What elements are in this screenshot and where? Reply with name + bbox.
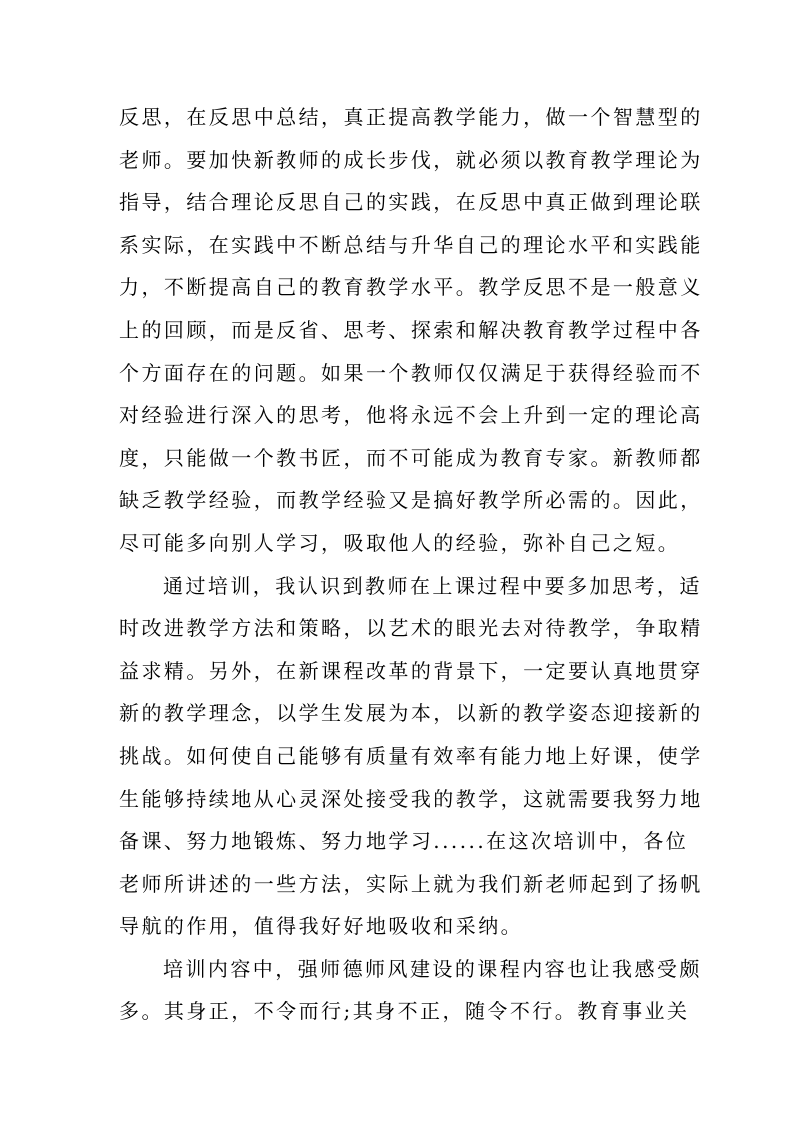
- text-line: 多。其身正，不令而行;其身不正，随令不行。教育事业关: [119, 999, 690, 1024]
- text-line: 个方面存在的问题。如果一个教师仅仅满足于获得经验而不: [119, 360, 703, 385]
- text-line: 尽可能多向别人学习，吸取他人的经验，弥补自己之短。: [119, 530, 681, 555]
- text-line: 时改进教学方法和策略，以艺术的眼光去对待教学，争取精: [119, 616, 703, 641]
- paragraph-start-line: 培训内容中，强师德师风建设的课程内容也让我感受颇: [163, 956, 702, 981]
- text-line: 上的回顾，而是反省、思考、探索和解决教育教学过程中各: [119, 317, 703, 342]
- text-line: 反思，在反思中总结，真正提高教学能力，做一个智慧型的: [119, 105, 703, 129]
- text-line: 缺乏教学经验，而教学经验又是搞好教学所必需的。因此，: [119, 488, 703, 513]
- body-text: [119, 96, 703, 1033]
- text-line: 对经验进行深入的思考，他将永远不会上升到一定的理论高: [119, 403, 703, 428]
- text-line: 备课、努力地锻炼、努力地学习......在这次培训中，各位: [119, 829, 689, 854]
- text-line: 系实际，在实践中不断总结与升华自己的理论水平和实践能: [119, 232, 703, 257]
- text-line: 老师所讲述的一些方法，实际上就为我们新老师起到了扬帆: [119, 871, 703, 896]
- text-line: 力，不断提高自己的教育教学水平。教学反思不是一般意义: [119, 275, 703, 300]
- text-line: 导航的作用，值得我好好地吸收和采纳。: [119, 914, 524, 939]
- text-line: 新的教学理念，以学生发展为本，以新的教学姿态迎接新的: [119, 701, 703, 726]
- text-line: 益求精。另外，在新课程改革的背景下，一定要认真地贯穿: [119, 658, 703, 683]
- text-line: 度，只能做一个教书匠，而不可能成为教育专家。新教师都: [119, 445, 703, 470]
- text-line: 生能够持续地从心灵深处接受我的教学，这就需要我努力地: [119, 786, 703, 811]
- text-line: 老师。要加快新教师的成长步伐，就必须以教育教学理论为: [119, 147, 703, 172]
- paragraph-start-line: 通过培训，我认识到教师在上课过程中要多加思考，适: [163, 573, 702, 598]
- text-line: 挑战。如何使自己能够有质量有效率有能力地上好课，使学: [119, 743, 703, 768]
- text-line: 指导，结合理论反思自己的实践，在反思中真正做到理论联: [119, 190, 703, 215]
